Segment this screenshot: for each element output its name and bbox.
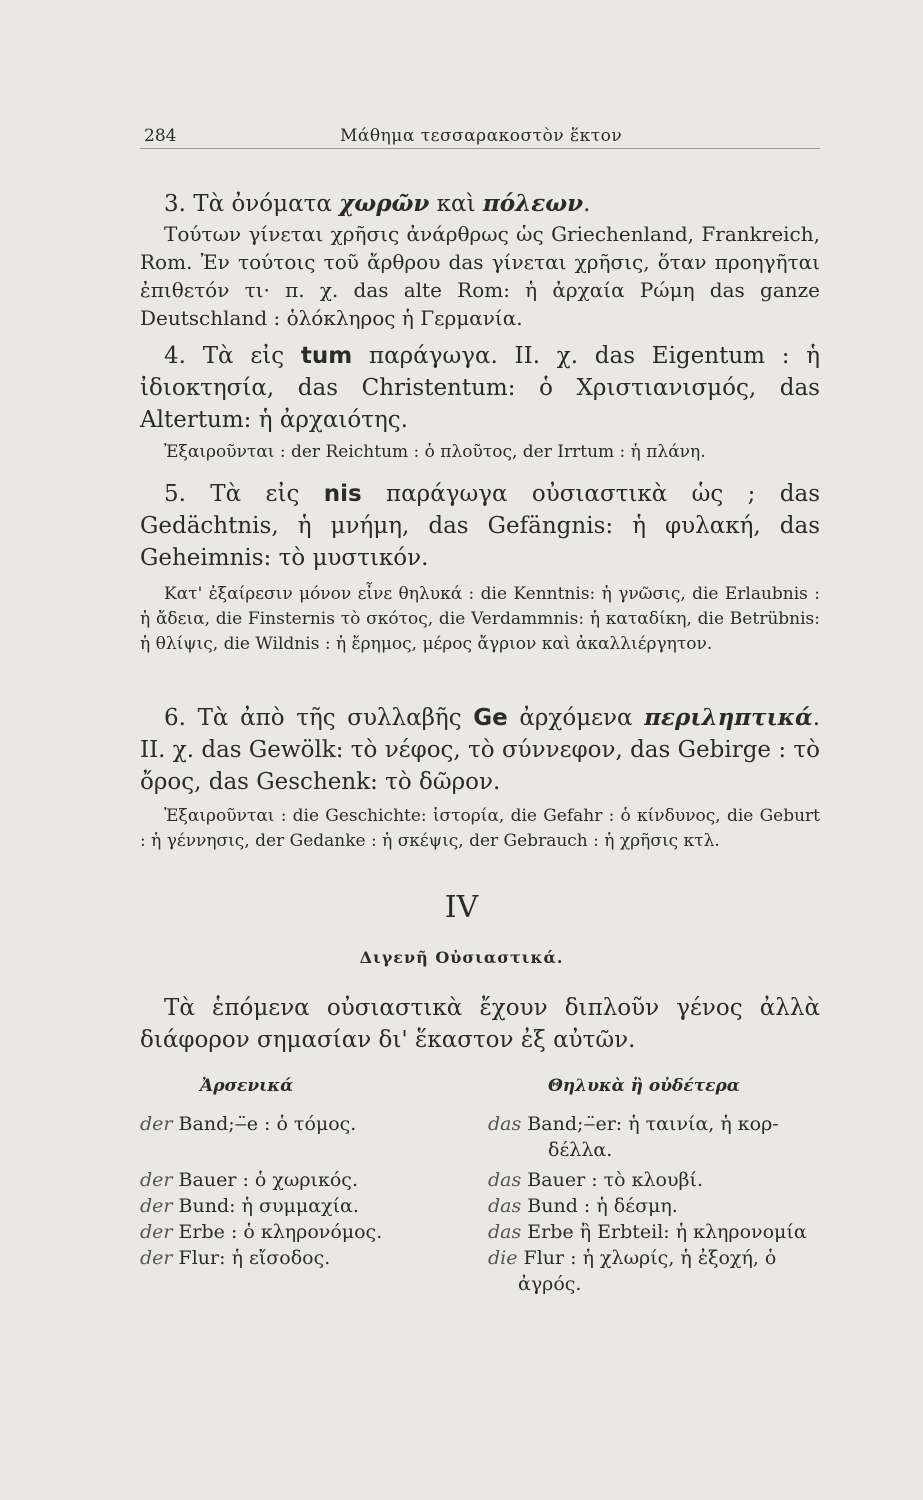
section-3 [140, 188, 820, 332]
list-item: das Band;‒̈er: ἡ ταινία, ἡ κορ- [488, 1113, 779, 1135]
list-item: ἀγρός. [518, 1273, 582, 1295]
section-4 [140, 340, 820, 465]
section-5-exceptions: Κατ' ἐξαίρεσιν μόνον εἶνε θηλυκά : die Kenntnis: ἡ γνῶσις, die Erlaubnis : ἡ ἄδεια, die Finsternis τὸ σκότος, die Verdammnis: ἡ καταδίκη, die Betrübnis: ἡ θλίψις, die Wildnis : ἡ ἔρημος, μέρος ἄγριον καὶ ἀκαλλιέργητον. [140, 584, 820, 654]
list-item: der Flur: ἡ εἴσοδος. [140, 1247, 331, 1269]
list-item: der Bauer : ὁ χωρικός. [140, 1169, 358, 1191]
feminine-neuter-column-header: Θηλυκὰ ἢ οὐδέτερα [548, 1076, 740, 1096]
section-6 [140, 702, 820, 854]
section-4-exceptions: Ἐξαιροῦνται : der Reichtum : ὁ πλοῦτος, der Irrtum : ἡ πλάνη. [164, 442, 706, 462]
section-5 [140, 478, 820, 657]
part-numeral: IV [444, 890, 479, 925]
intro-paragraph: Τὰ ἑπόμενα οὐσιαστικὰ ἔχουν διπλοῦν γένος ἀλλὰ διάφορον σημασίαν δι' ἕκαστον ἐξ αὐτῶν. [140, 995, 820, 1053]
running-header [140, 124, 820, 149]
section-6-body: 6. Τὰ ἀπὸ τῆς συλλαβῆς Ge ἀρχόμενα περιληπτικά. ΙΙ. χ. das Gewölk: τὸ νέφος, τὸ σύννεφον, das Gebirge : τὸ ὄρος, das Geschenk: τὸ δῶρον. [140, 704, 820, 795]
list-item: der Band;‒̈e : ὁ τόμος. [140, 1113, 357, 1135]
masculine-column [140, 1112, 470, 1292]
section-4-body: 4. Τὰ εἰς tum παράγωγα. ΙΙ. χ. das Eigentum : ἡ ἰδιοκτησία, das Christentum: ὁ Χριστιανισμός, das Altertum: ἡ ἀρχαιότης. [140, 343, 820, 433]
section-5-body: 5. Τὰ εἰς nis παράγωγα οὐσιαστικὰ ὡς ; das Gedächtnis, ἡ μνήμη, das Gefängnis: ἡ φυλακή, das Geheimnis: τὸ μυστικόν. [140, 481, 820, 571]
list-item: das Erbe ἢ Erbteil: ἡ κληρονομία [488, 1221, 807, 1243]
masculine-column-header: Ἀρσενικά [200, 1076, 294, 1096]
list-item: die Flur : ἡ χλωρίς, ἡ ἐξοχή, ὁ [488, 1247, 777, 1269]
list-item: der Bund: ἡ συμμαχία. [140, 1195, 359, 1217]
list-item: das Bauer : τὸ κλουβί. [488, 1169, 704, 1191]
part-subtitle: Διγενῆ Οὐσιαστικά. [359, 948, 564, 967]
list-item: δέλλα. [548, 1139, 613, 1161]
list-item: der Erbe : ὁ κληρονόμος. [140, 1221, 383, 1243]
section-3-body: Τούτων γίνεται χρῆσις ἀνάρθρως ὡς Griechenland, Frankreich, Rom. Ἐν τούτοις τοῦ ἄρθρου das γίνεται χρῆσις, ὅταν προηγῆται ἐπιθετόν τι· π. χ. das alte Rom: ἡ ἀρχαία Ρώμη das ganze Deutschland : ὁλόκληρος ἡ Γερμανία. [140, 222, 820, 330]
section-3-heading: 3. Τὰ ὀνόματα χωρῶν καὶ πόλεων. [164, 190, 591, 217]
chapter-title: Μάθημα τεσσαρακοστὸν ἕκτον [340, 126, 623, 146]
section-6-exceptions: Ἐξαιροῦνται : die Geschichte: ἱστορία, die Gefahr : ὁ κίνδυνος, die Geburt : ἡ γέννησις, der Gedanke : ἡ σκέψις, der Gebrauch : ἡ χρῆσις κτλ. [140, 806, 820, 851]
list-item: das Bund : ἡ δέσμη. [488, 1195, 678, 1217]
feminine-neuter-column [488, 1112, 823, 1312]
page-number: 284 [144, 126, 177, 146]
